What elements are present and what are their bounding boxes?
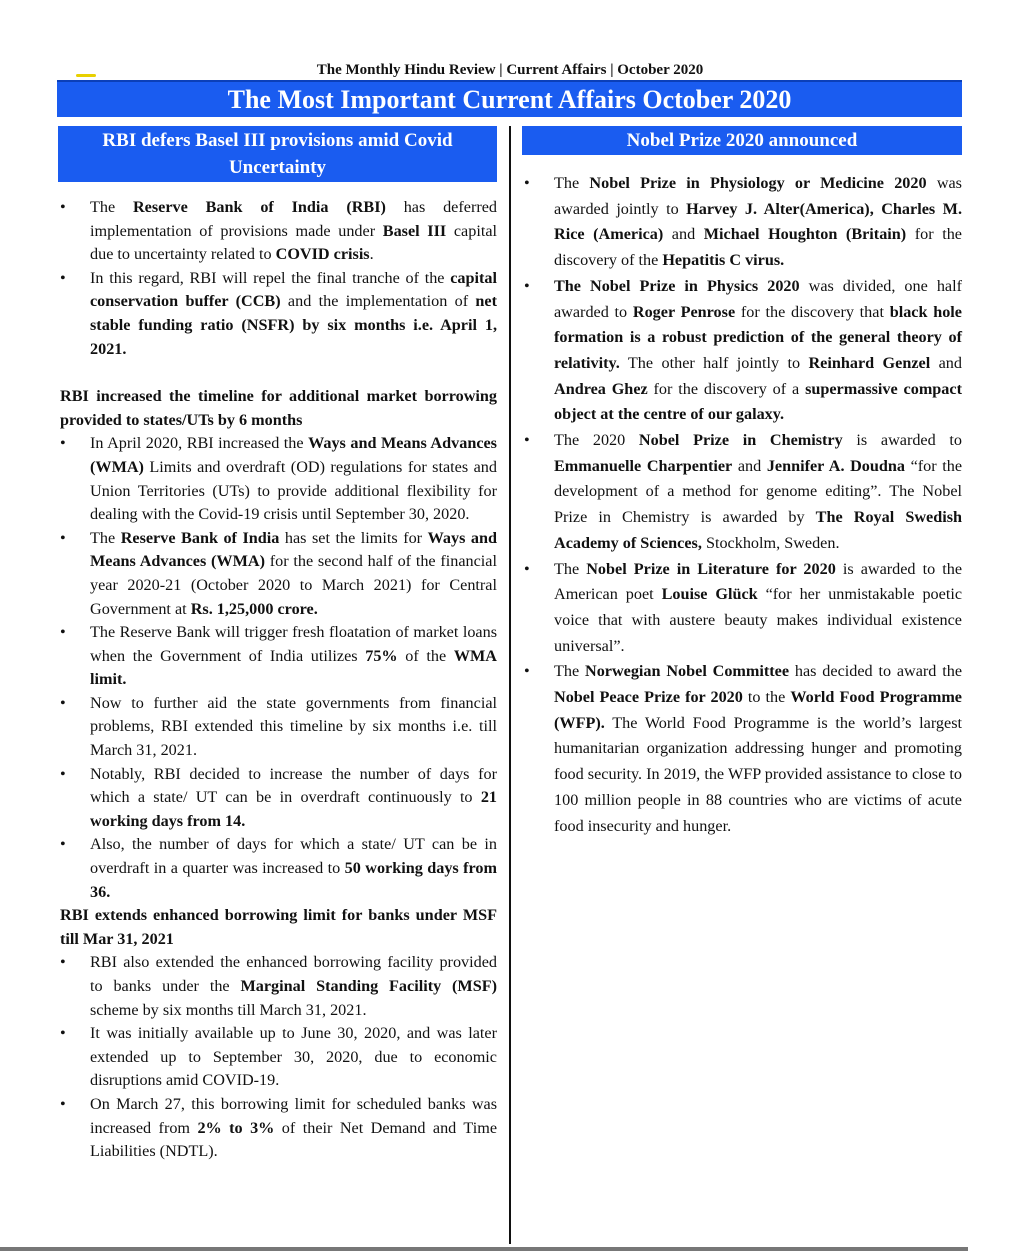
text: Now to further aid the state governments from financial problems, RBI extended this timeline by six months i.e. till March 31, 2021. [90, 693, 497, 760]
left-column [58, 126, 497, 1164]
list-item [522, 428, 962, 557]
page-title: The Most Important Current Affairs October 2020 [57, 80, 962, 117]
list-item [58, 763, 497, 834]
text: “for her unmistakable poetic voice that with austere beauty makes individual existence universal”. [554, 585, 962, 655]
text: Stockholm, Sweden. [701, 533, 840, 552]
bold-text: 50 working days from 36. [90, 859, 497, 901]
text: has deferred implementation of provisions made under [90, 198, 497, 240]
bold-text: Reserve Bank of India [120, 528, 280, 547]
text: of their Net Demand and Time Liabilities (NDTL). [90, 1118, 498, 1161]
bold-text: World Food Programme (WFP). [554, 688, 962, 732]
section-heading: RBI defers Basel III provisions amid Covid Uncertainty [58, 126, 497, 182]
text: . [369, 245, 374, 264]
text: Notably, RBI decided to increase the number of days for which a state/ UT can be in overdraft continuously to [90, 764, 497, 807]
bold-text: 2% to 3% [197, 1118, 275, 1137]
bold-text: Ways and Means Advances (WMA) [90, 434, 497, 476]
text: of the [397, 646, 454, 665]
bold-text: black hole formation is a robust prediction of the general theory of relativity. [554, 302, 962, 372]
bold-text: The Royal Swedish Academy of Sciences, [554, 508, 962, 552]
list-item [58, 833, 497, 904]
bold-text: Michael Houghton (Britain) [703, 225, 907, 244]
list-item [58, 267, 497, 361]
bold-text: supermassive compact object at the centre of our galaxy. [554, 379, 962, 424]
text: is awarded to [842, 431, 962, 450]
bullet-list [58, 196, 497, 361]
text: In April 2020, RBI increased the [90, 434, 309, 453]
list-item [522, 274, 962, 428]
subheading [58, 904, 497, 951]
bold-text: RBI increased the timeline for additional market borrowing provided to states/UTs by 6 months [60, 387, 497, 429]
spacer [58, 361, 497, 385]
bold-text: COVID crisis [275, 245, 370, 264]
text: Also, the number of days for which a state/ UT can be in overdraft in a quarter was increased to [90, 835, 497, 878]
text: and [663, 225, 704, 244]
bold-text: Hepatitis C virus. [662, 251, 785, 270]
text: for the discovery of the [554, 225, 962, 270]
list-item [58, 527, 497, 621]
bold-text: 21 working days from 14. [90, 788, 497, 830]
list-item [58, 196, 497, 267]
bold-text: WMA limit. [90, 646, 497, 689]
bold-text: RBI extends enhanced borrowing limit for banks under MSF till Mar 31, 2021 [60, 906, 497, 948]
text: The 2020 [554, 431, 639, 450]
subheading [58, 385, 497, 432]
text: The [554, 174, 590, 192]
list-item [58, 1022, 497, 1093]
text: The [554, 662, 585, 681]
bold-text: Jennifer A. Doudna [766, 456, 905, 475]
bullet-list [58, 432, 497, 904]
bold-text: Harvey J. Alter(America), Charles M. Rice (America) [554, 199, 962, 244]
text: for the discovery that [735, 302, 890, 321]
text: RBI also extended the enhanced borrowing facility provided to banks under the [90, 953, 497, 995]
text: for the second half of the financial year 2020-21 (October 2020 to March 2021) for Central Government at [90, 552, 497, 618]
text: and [930, 353, 962, 372]
bold-text: Nobel Peace Prize for 2020 [554, 688, 743, 707]
running-header: The Monthly Hindu Review | Current Affairs | October 2020 [316, 62, 704, 78]
text: is awarded to the American poet [554, 559, 963, 604]
list-item [58, 621, 497, 692]
text: has set the limits for [279, 528, 428, 547]
text: It was initially available up to June 30, 2020, and was later extended up to September 30, 2020, due to economic disruptions amid COVID-19. [90, 1024, 497, 1090]
text: In this regard, RBI will repel the final tranche of the [90, 268, 451, 287]
bold-text: Reserve Bank of India (RBI) [132, 198, 386, 216]
bold-text: Emmanuelle Charpentier [554, 456, 733, 475]
text: to the [742, 688, 791, 707]
bold-text: Nobel Prize in Physiology or Medicine 2020 [589, 174, 927, 192]
decorative-mark [76, 74, 96, 77]
text: and the implementation of [280, 292, 476, 311]
bold-text: Rs. 1,25,000 crore. [190, 599, 318, 618]
section-heading: Nobel Prize 2020 announced [522, 126, 962, 155]
text: scheme by six months till March 31, 2021. [90, 1000, 367, 1019]
bullet-list [58, 951, 497, 1163]
bold-text: Nobel Prize in Chemistry [638, 431, 843, 450]
text: The World Food Programme is the world’s largest humanitarian organization addressing hunger and promoting food security. In 2019, the WFP provided assistance to close to 100 million people in 88 countries who are victims of acute food insecurity and hunger. [554, 713, 962, 835]
bold-text: Marginal Standing Facility (MSF) [240, 977, 497, 995]
bold-text: Ways and Means Advances (WMA) [90, 528, 497, 571]
right-column [522, 126, 962, 839]
bold-text: 75% [365, 646, 398, 665]
bold-text: Louise Glück [661, 585, 758, 604]
bold-text: Reinhard Genzel [808, 353, 931, 372]
text: “for the development of a method for genome editing”. The Nobel Prize in Chemistry is awarded by [554, 456, 963, 527]
text: The Reserve Bank will trigger fresh floatation of market loans when the Government of India utilizes [90, 623, 497, 665]
list-item [522, 557, 962, 660]
list-item [58, 951, 497, 1022]
list-item [58, 1093, 497, 1164]
list-item [522, 171, 962, 274]
text: The other half jointly to [619, 353, 809, 372]
bold-text: Andrea Ghez [554, 379, 648, 398]
text: On March 27, this borrowing limit for scheduled banks was increased from [90, 1094, 497, 1137]
text: The [554, 559, 587, 578]
bullet-list [522, 171, 962, 839]
bold-text: capital conservation buffer (CCB) [90, 268, 497, 311]
bold-text: Basel III [382, 221, 447, 240]
text: capital due to uncertainty related to [90, 221, 498, 264]
text: has decided to award the [789, 662, 963, 681]
text: for the discovery of a [647, 379, 806, 398]
footer-rule [0, 1247, 968, 1251]
text: The [90, 198, 133, 216]
text: and [732, 456, 767, 475]
text: The [90, 528, 121, 547]
bold-text: Norwegian Nobel Committee [585, 662, 790, 681]
list-item [58, 692, 497, 763]
column-divider [509, 126, 511, 1244]
bold-text: Nobel Prize in Literature for 2020 [586, 559, 836, 578]
bold-text: The Nobel Prize in Physics 2020 [554, 276, 800, 295]
list-item [58, 432, 497, 526]
text: was awarded jointly to [554, 174, 962, 218]
bold-text: Roger Penrose [632, 302, 736, 321]
text: was divided, one half awarded to [554, 276, 962, 321]
text: Limits and overdraft (OD) regulations for states and Union Territories (UTs) to provide additional flexibility for dealing with the Covid-19 crisis until September 30, 2020. [90, 457, 497, 524]
bold-text: net stable funding ratio (NSFR) by six months i.e. April 1, 2021. [90, 292, 497, 358]
list-item [522, 659, 962, 839]
